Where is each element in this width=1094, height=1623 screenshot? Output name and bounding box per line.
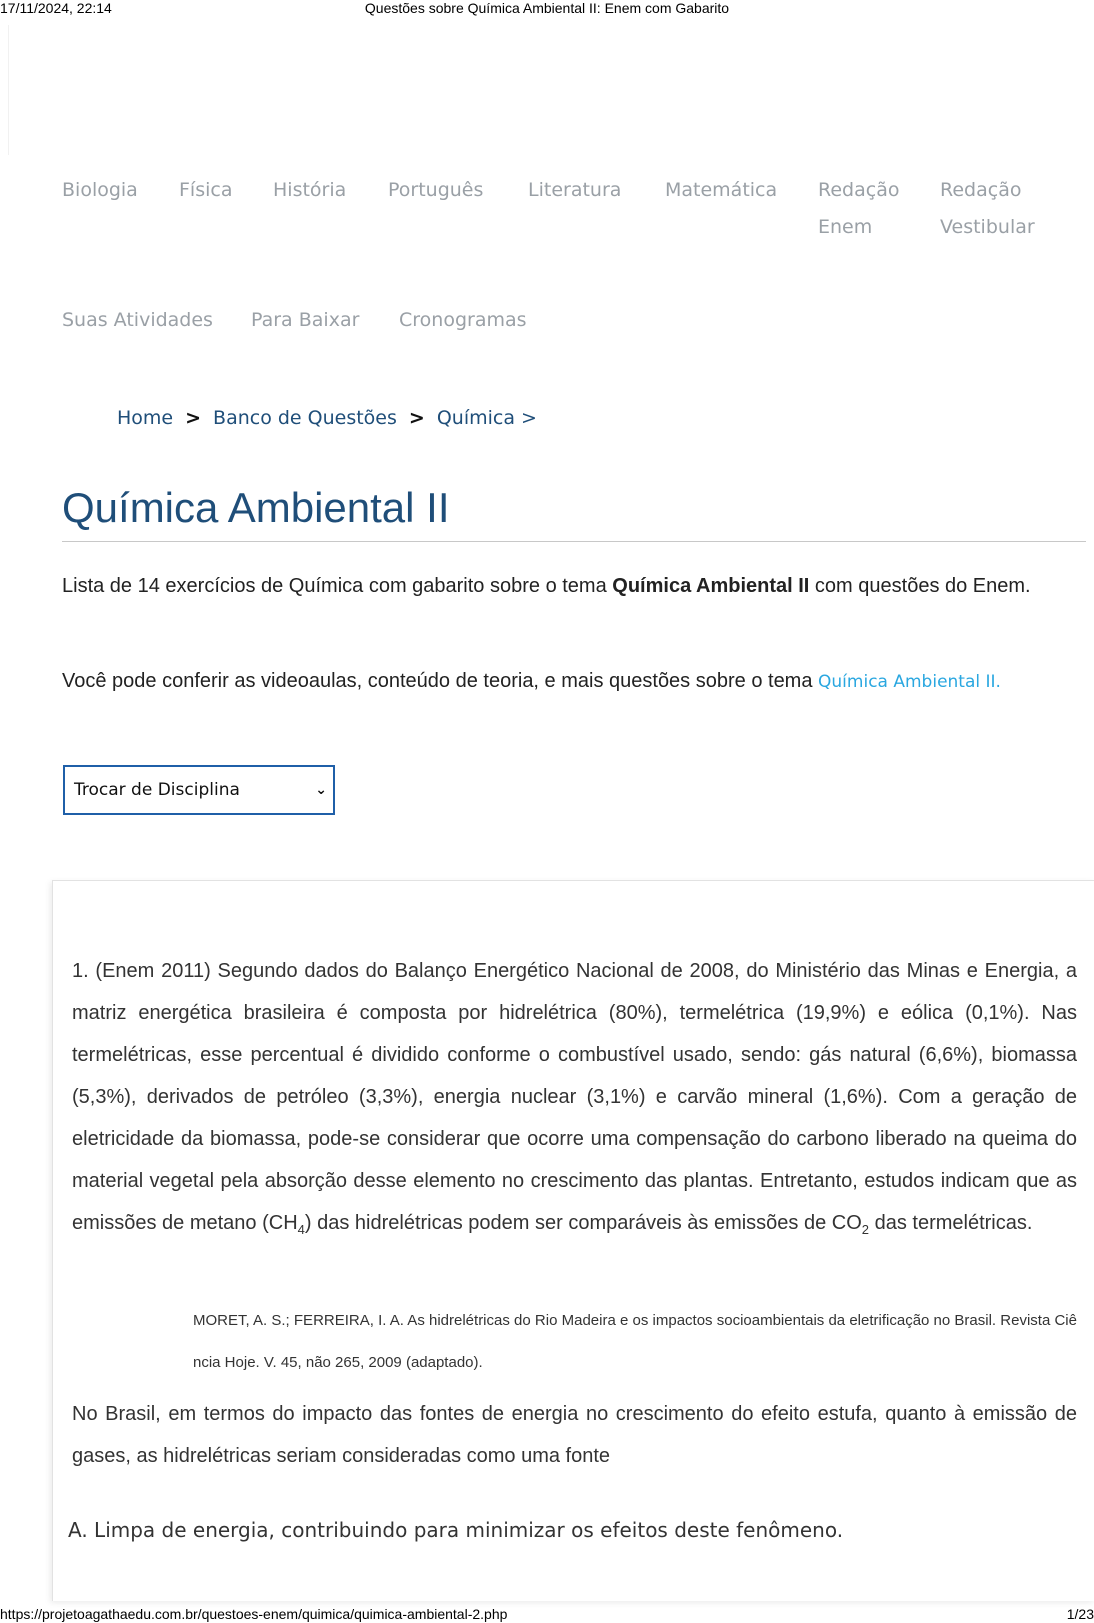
- breadcrumb-quimica[interactable]: Química >: [436, 407, 537, 429]
- intro-link-text: Você pode conferir as videoaulas, conteúdo de teoria, e mais questões sobre o tema: [62, 670, 819, 692]
- question-text-part: 1. (Enem 2011) Segundo dados do Balanço Energético Nacional de 2008, do Ministério das Minas e Energia, a matriz energética brasileira é composta por hidrelétrica (80%), termelétrica (19,9%) e eólica (0,1%). Nas termelétricas, esse percentual é dividido conforme o combustível usado, sendo: gás natural (6,6%), biomassa (5,3%), derivados de petróleo (3,3%), energia nuclear (3,1%) e carvão mineral (1,6%). Com a geração de eletricidade da biomassa, pode-se considerar que ocorre uma compensação do carbono liberado na queima do material vegetal pela absorção desse elemento no crescimento das plantas. Entretanto, estudos indicam que as emissões de metano (CH: [72, 960, 1077, 1234]
- intro-text-end: com questões do Enem.: [809, 575, 1031, 597]
- nav-biologia[interactable]: Biologia: [62, 179, 138, 201]
- breadcrumb-separator: >: [408, 407, 425, 429]
- nav-portugues[interactable]: Português: [388, 179, 484, 201]
- nav-historia[interactable]: História: [273, 179, 347, 201]
- nav-redacao-enem-line2[interactable]: Enem: [818, 216, 873, 238]
- print-doc-title: Questões sobre Química Ambiental II: Enem com Gabarito: [364, 0, 730, 16]
- intro-topic: Química Ambiental II: [612, 575, 810, 597]
- intro-link-paragraph: [62, 665, 1082, 699]
- nav-literatura[interactable]: Literatura: [528, 179, 622, 201]
- nav-fisica[interactable]: Física: [179, 179, 233, 201]
- topic-link[interactable]: Química Ambiental II.: [818, 672, 1001, 692]
- breadcrumb: [117, 407, 537, 429]
- breadcrumb-home[interactable]: Home: [117, 407, 174, 429]
- question-citation: MORET, A. S.; FERREIRA, I. A. As hidrelétricas do Rio Madeira e os impactos socioambientais da eletrificação no Brasil. Revista Ciência Hoje. V. 45, não 265, 2009 (adaptado).: [193, 1312, 1077, 1371]
- question-text: [72, 950, 1077, 1244]
- question-text-part: ) das hidrelétricas podem ser comparáveis às emissões de CO: [304, 1212, 862, 1234]
- answer-option-a[interactable]: A. Limpa de energia, contribuindo para minimizar os efeitos deste fenômeno.: [68, 1518, 844, 1542]
- nav-para-baixar[interactable]: Para Baixar: [251, 309, 360, 331]
- print-page-number: 1/23: [1066, 1606, 1094, 1622]
- title-divider: [62, 541, 1086, 542]
- nav-matematica[interactable]: Matemática: [665, 179, 778, 201]
- breadcrumb-banco-questoes[interactable]: Banco de Questões: [213, 407, 397, 429]
- discipline-select[interactable]: [63, 765, 335, 815]
- nav-cronogramas[interactable]: Cronogramas: [399, 309, 527, 331]
- breadcrumb-separator: >: [185, 407, 202, 429]
- print-header: [0, 0, 1094, 18]
- intro-text: Lista de 14 exercícios de Química com gabarito sobre o tema: [62, 575, 613, 597]
- nav-redacao-vestibular-line2[interactable]: Vestibular: [940, 216, 1035, 238]
- question-stem: No Brasil, em termos do impacto das fontes de energia no crescimento do efeito estufa, quanto à emissão de gases, as hidrelétricas seriam consideradas como uma fonte: [72, 1403, 1077, 1467]
- question-text-part: das termelétricas.: [869, 1212, 1033, 1234]
- discipline-select-value: Trocar de Disciplina: [74, 780, 240, 800]
- nav-suas-atividades[interactable]: Suas Atividades: [62, 309, 213, 331]
- print-datetime: 17/11/2024, 22:14: [0, 0, 112, 16]
- print-url: https://projetoagathaedu.com.br/questoes-enem/quimica/quimica-ambiental-2.php: [0, 1606, 508, 1622]
- nav-redacao-vestibular-line1[interactable]: Redação: [940, 179, 1022, 201]
- nav-redacao-enem-line1[interactable]: Redação: [818, 179, 900, 201]
- page-title: Química Ambiental II: [62, 484, 450, 531]
- subscript: 2: [861, 1222, 870, 1237]
- chevron-down-icon: ⌄: [315, 782, 327, 798]
- intro-paragraph: [62, 570, 1082, 603]
- print-footer: [0, 1605, 1094, 1623]
- header-banner-area: [8, 25, 1089, 155]
- subscript: 4: [297, 1222, 305, 1237]
